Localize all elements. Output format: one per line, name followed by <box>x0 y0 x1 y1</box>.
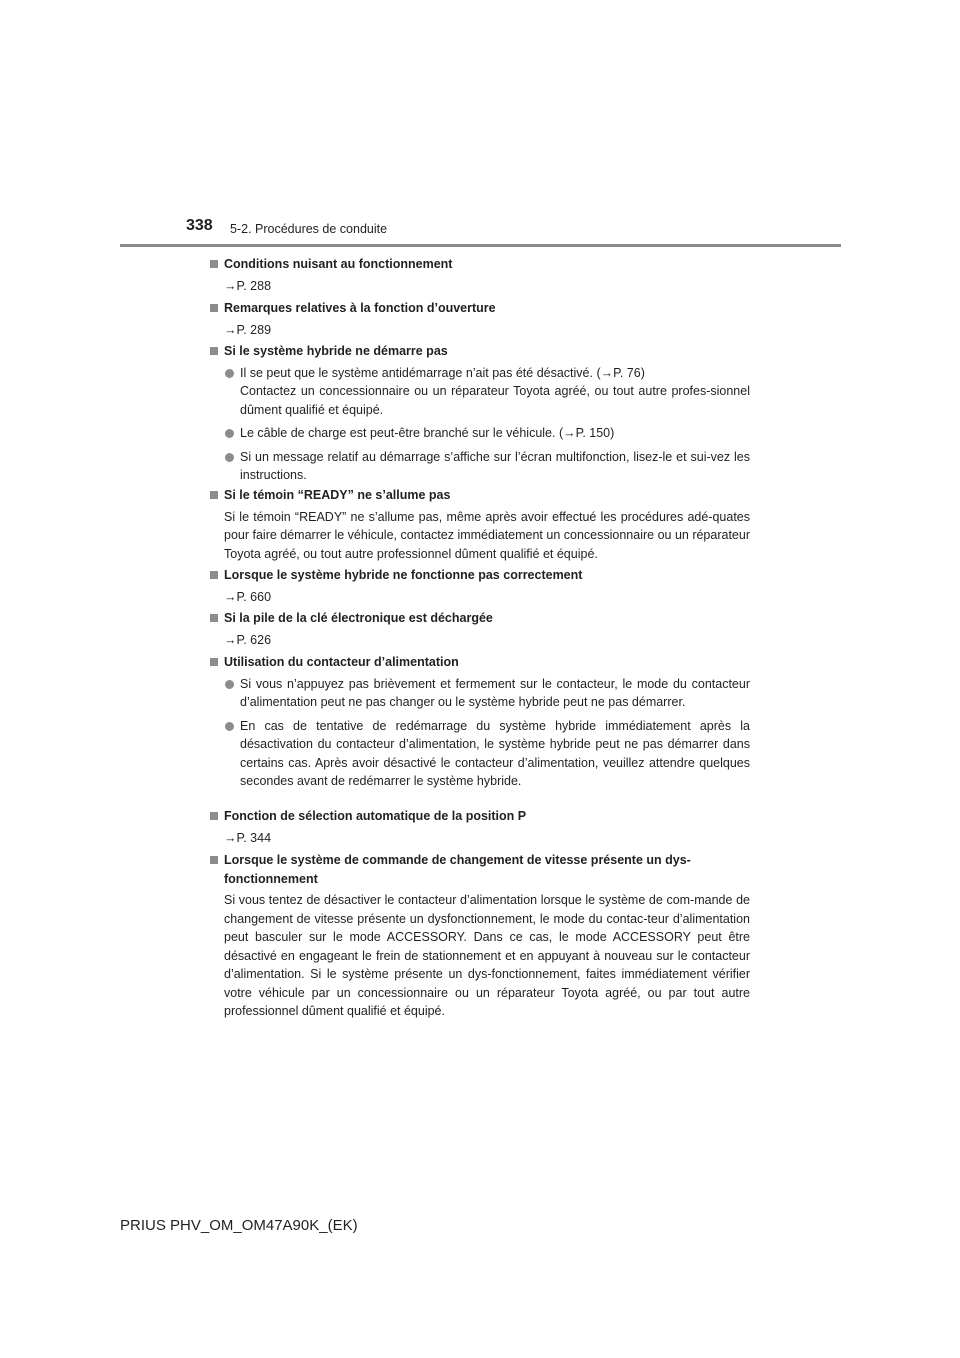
page-number: 338 <box>186 217 213 234</box>
list-item <box>224 717 750 791</box>
section-heading: Utilisation du contacteur d’alimentation <box>224 655 459 669</box>
round-bullet-icon <box>225 722 234 731</box>
section-heading: Si la pile de la clé électronique est déchargée <box>224 611 493 625</box>
list-item-text: Si un message relatif au démarrage s’affiche sur l’écran multifonction, lisez-le et sui-vez les instructions. <box>240 449 750 482</box>
list-item-text: Si vous n’appuyez pas brièvement et fermement sur le contacteur, le mode du contacteur d’alimentation peut ne pas changer ou le système hybride peut ne pas démarrer. <box>240 676 750 709</box>
square-bullet-icon <box>210 812 218 820</box>
section-ready-indicator <box>210 486 750 563</box>
square-bullet-icon <box>210 614 218 622</box>
square-bullet-icon <box>210 491 218 499</box>
section-heading: Remarques relatives à la fonction d’ouverture <box>224 301 496 315</box>
section-shift-malfunction <box>210 851 750 1021</box>
page-reference[interactable]: →P. 344 <box>224 830 272 845</box>
list-item-text: Il se peut que le système antidémarrage n’ait pas été désactivé. (→P. 76) Contactez un concessionnaire ou un réparateur Toyota agréé, ou tout autre profes-sionnel dûment qualifié et équipé. <box>240 365 750 417</box>
section-power-switch <box>210 653 750 791</box>
round-bullet-icon <box>225 453 234 462</box>
section-auto-p-position <box>210 807 750 847</box>
page-reference[interactable]: →P. 660 <box>224 589 272 604</box>
list-item-text: En cas de tentative de redémarrage du système hybride immédiatement après la désactivation du contacteur d’alimentation, le système hybride peut ne pas démarrer dans certains cas. Après avoir désactivé le contacteur d’alimentation, veuillez attendre quelques secondes avant de redémarrer le système hybride. <box>240 718 750 788</box>
round-bullet-icon <box>225 680 234 689</box>
square-bullet-icon <box>210 260 218 268</box>
section-opening-function <box>210 299 750 339</box>
header-rule <box>120 244 841 247</box>
list-item <box>224 675 750 712</box>
section-heading: Fonction de sélection automatique de la position P <box>224 809 527 823</box>
page-reference[interactable]: →P. 288 <box>224 278 272 293</box>
list-item <box>224 424 750 443</box>
section-hybrid-no-start <box>210 342 750 485</box>
list-item-text: Le câble de charge est peut-être branché sur le véhicule. (→P. 150) <box>240 426 615 440</box>
section-body: Si le témoin “READY” ne s’allume pas, même après avoir effectué les procédures adé-quates pour faire démarrer le véhicule, contactez immédiatement un concessionnaire ou un réparateur Toyota agréé, ou tout autre professionnel dûment qualifié et équipé. <box>224 509 750 561</box>
section-heading: Conditions nuisant au fonctionnement <box>224 257 453 271</box>
section-heading: Si le témoin “READY” ne s’allume pas <box>224 488 451 502</box>
page-reference[interactable]: →P. 289 <box>224 322 272 337</box>
round-bullet-icon <box>225 369 234 378</box>
square-bullet-icon <box>210 347 218 355</box>
square-bullet-icon <box>210 571 218 579</box>
square-bullet-icon <box>210 856 218 864</box>
round-bullet-icon <box>225 429 234 438</box>
list-item <box>224 448 750 485</box>
square-bullet-icon <box>210 304 218 312</box>
section-heading: Lorsque le système de commande de changement de vitesse présente un dys-fonctionnement <box>224 853 691 886</box>
section-body: Si vous tentez de désactiver le contacteur d’alimentation lorsque le système de com-mande de changement de vitesse présente un dysfonctionnement, le mode du contac-teur d’alimentation peut basculer sur le mode ACCESSORY. Dans ce cas, le mode ACCESSORY peut être désactivé en engageant le frein de stationnement et en appuyant à nouveau sur le contacteur d’alimentation. Si le système présente un dys-fonctionnement, faites immédiatement vérifier votre véhicule par un concessionnaire ou un réparateur Toyota agréé, ou par tout autre professionnel dûment qualifié et équipé. <box>224 893 750 1018</box>
section-title: 5-2. Procédures de conduite <box>230 222 388 236</box>
section-heading: Lorsque le système hybride ne fonctionne pas correctement <box>224 568 583 582</box>
section-conditions <box>210 255 750 295</box>
document-code: PRIUS PHV_OM_OM47A90K_(EK) <box>120 1217 358 1234</box>
section-hybrid-malfunction <box>210 566 750 606</box>
list-item <box>224 364 750 420</box>
square-bullet-icon <box>210 658 218 666</box>
section-heading: Si le système hybride ne démarre pas <box>224 344 448 358</box>
section-key-battery <box>210 609 750 649</box>
page-reference[interactable]: →P. 626 <box>224 632 272 647</box>
